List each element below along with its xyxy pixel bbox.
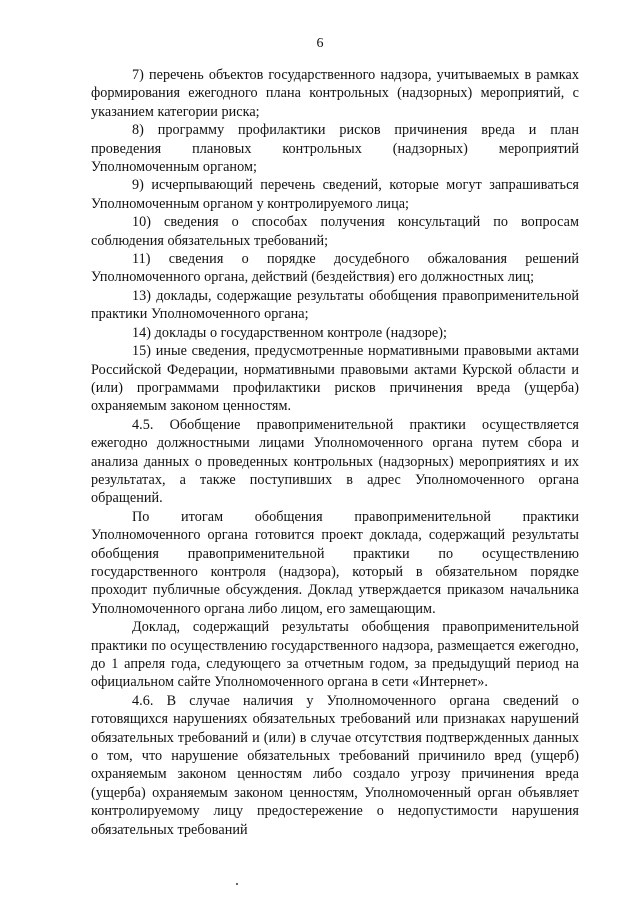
paragraph-item-15: 15) иные сведения, предусмотренные нормативными правовыми актами Российской Федерации, нормативными правовыми актами Курской области и (или) программами профилактики рисков причинения вреда (ущерба) охраняемым законом ценностям. (91, 343, 579, 415)
paragraph-item-11: 11) сведения о порядке досудебного обжалования решений Уполномоченного органа, действий (бездействия) его должностных лиц; (91, 251, 579, 286)
document-body (91, 66, 579, 839)
paragraph-report-publication: Доклад, содержащий результаты обобщения правоприменительной практики по осуществлению государственного надзора, размещается ежегодно, до 1 апреля года, следующего за отчетным годом, за предыдущий период на официальном сайте Уполномоченного органа в сети «Интернет». (91, 619, 579, 691)
paragraph-section-4-5: 4.5. Обобщение правоприменительной практики осуществляется ежегодно должностными лицами Уполномоченного органа путем сбора и анализа данных о проведенных контрольных (надзорных) мероприятиях и их результатах, а также поступивших в адрес Уполномоченного органа обращений. (91, 416, 579, 507)
scan-speck (236, 883, 238, 885)
paragraph-item-8: 8) программу профилактики рисков причинения вреда и план проведения плановых контрольных (надзорных) мероприятий Уполномоченным органом; (91, 122, 579, 176)
paragraph-item-7: 7) перечень объектов государственного надзора, учитываемых в рамках формирования ежегодного плана контрольных (надзорных) мероприятий, с указанием категории риска; (91, 67, 579, 120)
paragraph-report-preparation: По итогам обобщения правоприменительной практики Уполномоченного органа готовится проект доклада, содержащий результаты обобщения правоприменительной практики по осуществлению государственного контроля (надзора), который в обязательном порядке проходит публичные обсуждения. Доклад утверждается приказом начальника Уполномоченного органа либо лицом, его замещающим. (91, 508, 579, 617)
paragraph-section-4-6: 4.6. В случае наличия у Уполномоченного органа сведений о готовящихся нарушениях обязательных требований или признаках нарушений обязательных требований и (или) в случае отсутствия подтвержденных данных о том, что нарушение обязательных требований причинило вред (ущерб) охраняемым законом ценностям либо создало угрозу причинения вреда (ущерба) охраняемым законом ценностям, Уполномоченный орган объявляет контролируемому лицу предостережение о недопустимости нарушения обязательных требований (91, 692, 579, 838)
page-number: 6 (316, 36, 324, 51)
paragraph-item-14: 14) доклады о государственном контроле (надзоре); (132, 324, 448, 341)
paragraph-item-10: 10) сведения о способах получения консультаций по вопросам соблюдения обязательных требований; (91, 214, 579, 249)
paragraph-item-9: 9) исчерпывающий перечень сведений, которые могут запрашиваться Уполномоченным органом у контролируемого лица; (91, 177, 579, 212)
paragraph-item-13: 13) доклады, содержащие результаты обобщения правоприменительной практики Уполномоченного органа; (91, 287, 579, 323)
